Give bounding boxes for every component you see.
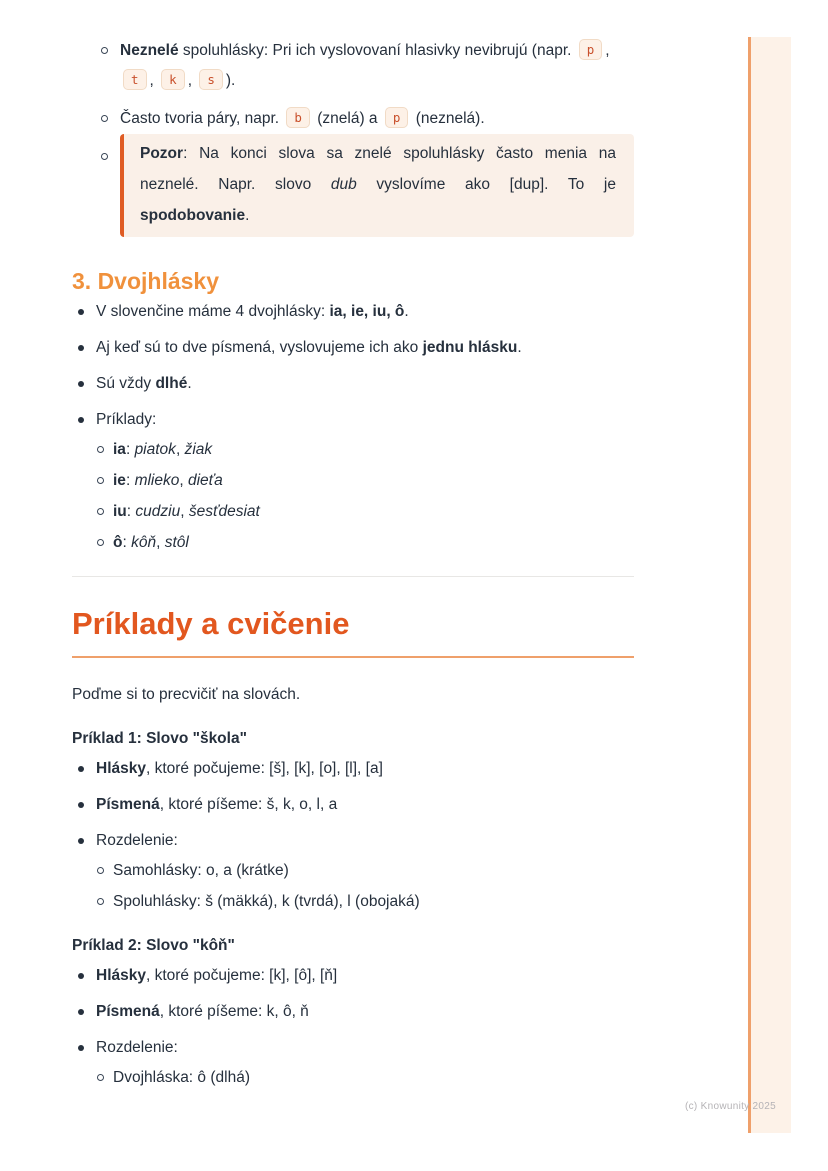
text: Príklady:: [96, 410, 157, 428]
bold-text: Písmená: [96, 795, 160, 813]
italic-text: stôl: [164, 533, 189, 551]
bold-text: Neznelé: [120, 42, 179, 59]
italic-text: žiak: [184, 440, 213, 458]
document-content: [72, 36, 634, 1093]
italic-text: mlieko: [134, 471, 180, 489]
text: ,: [156, 533, 165, 551]
list-item: [72, 1033, 634, 1093]
code-badge: t: [123, 69, 147, 90]
text: , ktoré počujeme: [š], [k], [o], [l], [a]: [145, 759, 383, 777]
list-item: [72, 997, 634, 1027]
sub-list: [96, 435, 634, 558]
text: .: [517, 338, 522, 356]
exercise-intro-paragraph: [72, 680, 634, 710]
italic-text: dub: [330, 176, 357, 193]
section-heading-dvojhlasky: 3. Dvojhlásky: [72, 268, 220, 294]
text: Aj keď sú to dve písmená, vyslovujeme ich ako: [96, 338, 423, 356]
bold-text: dlhé: [155, 374, 188, 392]
text: Samohlásky: o, a (krátke): [113, 861, 289, 879]
bold-text: Pozor: [140, 145, 184, 162]
dvojhlasky-list: [72, 297, 634, 558]
bold-text: spodobovanie: [140, 207, 246, 224]
bold-text: Príklad 2: Slovo "kôň": [72, 936, 235, 954]
page-heading-priklady: Príklady a cvičenie: [72, 605, 634, 658]
italic-text: cudziu: [135, 502, 181, 520]
italic-text: piatok: [134, 440, 176, 458]
text: Spoluhlásky: š (mäkká), k (tvrdá), l (obojaká): [113, 892, 420, 910]
text: Rozdelenie:: [96, 1038, 178, 1056]
list-item: [96, 435, 634, 465]
sub-list: [96, 1063, 634, 1093]
bold-text: ie: [113, 471, 126, 489]
text: Dvojhláska: ô (dlhá): [113, 1068, 250, 1086]
list-item: [96, 528, 634, 558]
callout-box: [120, 134, 634, 237]
text: Sú vždy: [96, 374, 156, 392]
list-item: [96, 1063, 634, 1093]
text: ,: [605, 42, 610, 59]
example1-list: [72, 754, 634, 917]
example2-list: [72, 961, 634, 1093]
section-divider: [72, 576, 634, 577]
list-item: [96, 466, 634, 496]
text: :: [125, 440, 135, 458]
code-badge: s: [199, 69, 223, 90]
text: .: [404, 302, 409, 320]
example2-heading: [72, 931, 634, 961]
bold-text: Príklad 1: Slovo "škola": [72, 729, 247, 747]
text: ,: [187, 72, 197, 89]
list-item: [72, 754, 634, 784]
text: (znelá) a: [312, 110, 382, 127]
list-item: [96, 856, 634, 886]
bold-text: ia: [113, 440, 126, 458]
text: , ktoré počujeme: [k], [ô], [ň]: [145, 966, 338, 984]
text: .: [245, 207, 250, 224]
code-badge: p: [385, 107, 409, 128]
list-item: [96, 497, 634, 527]
list-item: [72, 405, 634, 558]
copyright-label: (c) Knowunity 2025: [685, 1101, 777, 1112]
consonants-sublist: [72, 36, 634, 134]
italic-text: šesťdesiat: [188, 502, 260, 520]
text: ,: [175, 440, 185, 458]
list-item: [72, 790, 634, 820]
text: : Na konci slova sa znelé spoluhlásky často menia na neznelé. Napr. slovo: [140, 145, 616, 193]
text: (neznelá).: [411, 110, 485, 127]
example1-heading: [72, 724, 634, 754]
text: :: [126, 502, 136, 520]
code-badge: b: [286, 107, 310, 128]
bold-text: jednu hlásku: [422, 338, 518, 356]
text: ,: [179, 471, 188, 489]
list-item: [72, 104, 634, 134]
text: Často tvoria páry, napr.: [120, 110, 284, 127]
text: :: [125, 471, 135, 489]
list-item: [72, 369, 634, 399]
list-item: [72, 826, 634, 917]
bold-text: Písmená: [96, 1002, 160, 1020]
list-item: [72, 961, 634, 991]
list-item: [72, 134, 634, 237]
text: V slovenčine máme 4 dvojhlásky:: [96, 302, 330, 320]
page-edge-decoration: [748, 37, 791, 1133]
bold-text: ia, ie, iu, ô: [329, 302, 405, 320]
list-item: [72, 36, 634, 96]
italic-text: dieťa: [187, 471, 223, 489]
text: spoluhlásky: Pri ich vyslovovaní hlasivky nevibrujú (napr.: [178, 42, 576, 59]
text: Rozdelenie:: [96, 831, 178, 849]
pozor-callout: [72, 134, 634, 237]
list-item: [72, 297, 634, 327]
list-item: [72, 333, 634, 363]
text: , ktoré píšeme: š, k, o, l, a: [159, 795, 338, 813]
text: ).: [225, 72, 236, 89]
text: ,: [180, 502, 189, 520]
text: , ktoré píšeme: k, ô, ň: [159, 1002, 309, 1020]
italic-text: kôň: [131, 533, 157, 551]
text: vyslovíme ako [dup]. To je: [356, 176, 616, 193]
bold-text: iu: [113, 502, 127, 520]
text: .: [187, 374, 192, 392]
text: Poďme si to precvičiť na slovách.: [72, 685, 301, 703]
bold-text: Hlásky: [96, 966, 146, 984]
code-badge: p: [579, 39, 603, 60]
text: ,: [149, 72, 159, 89]
bold-text: Hlásky: [96, 759, 146, 777]
list-item: [96, 887, 634, 917]
text: :: [122, 533, 132, 551]
code-badge: k: [161, 69, 185, 90]
bold-text: ô: [113, 533, 123, 551]
sub-list: [96, 856, 634, 917]
